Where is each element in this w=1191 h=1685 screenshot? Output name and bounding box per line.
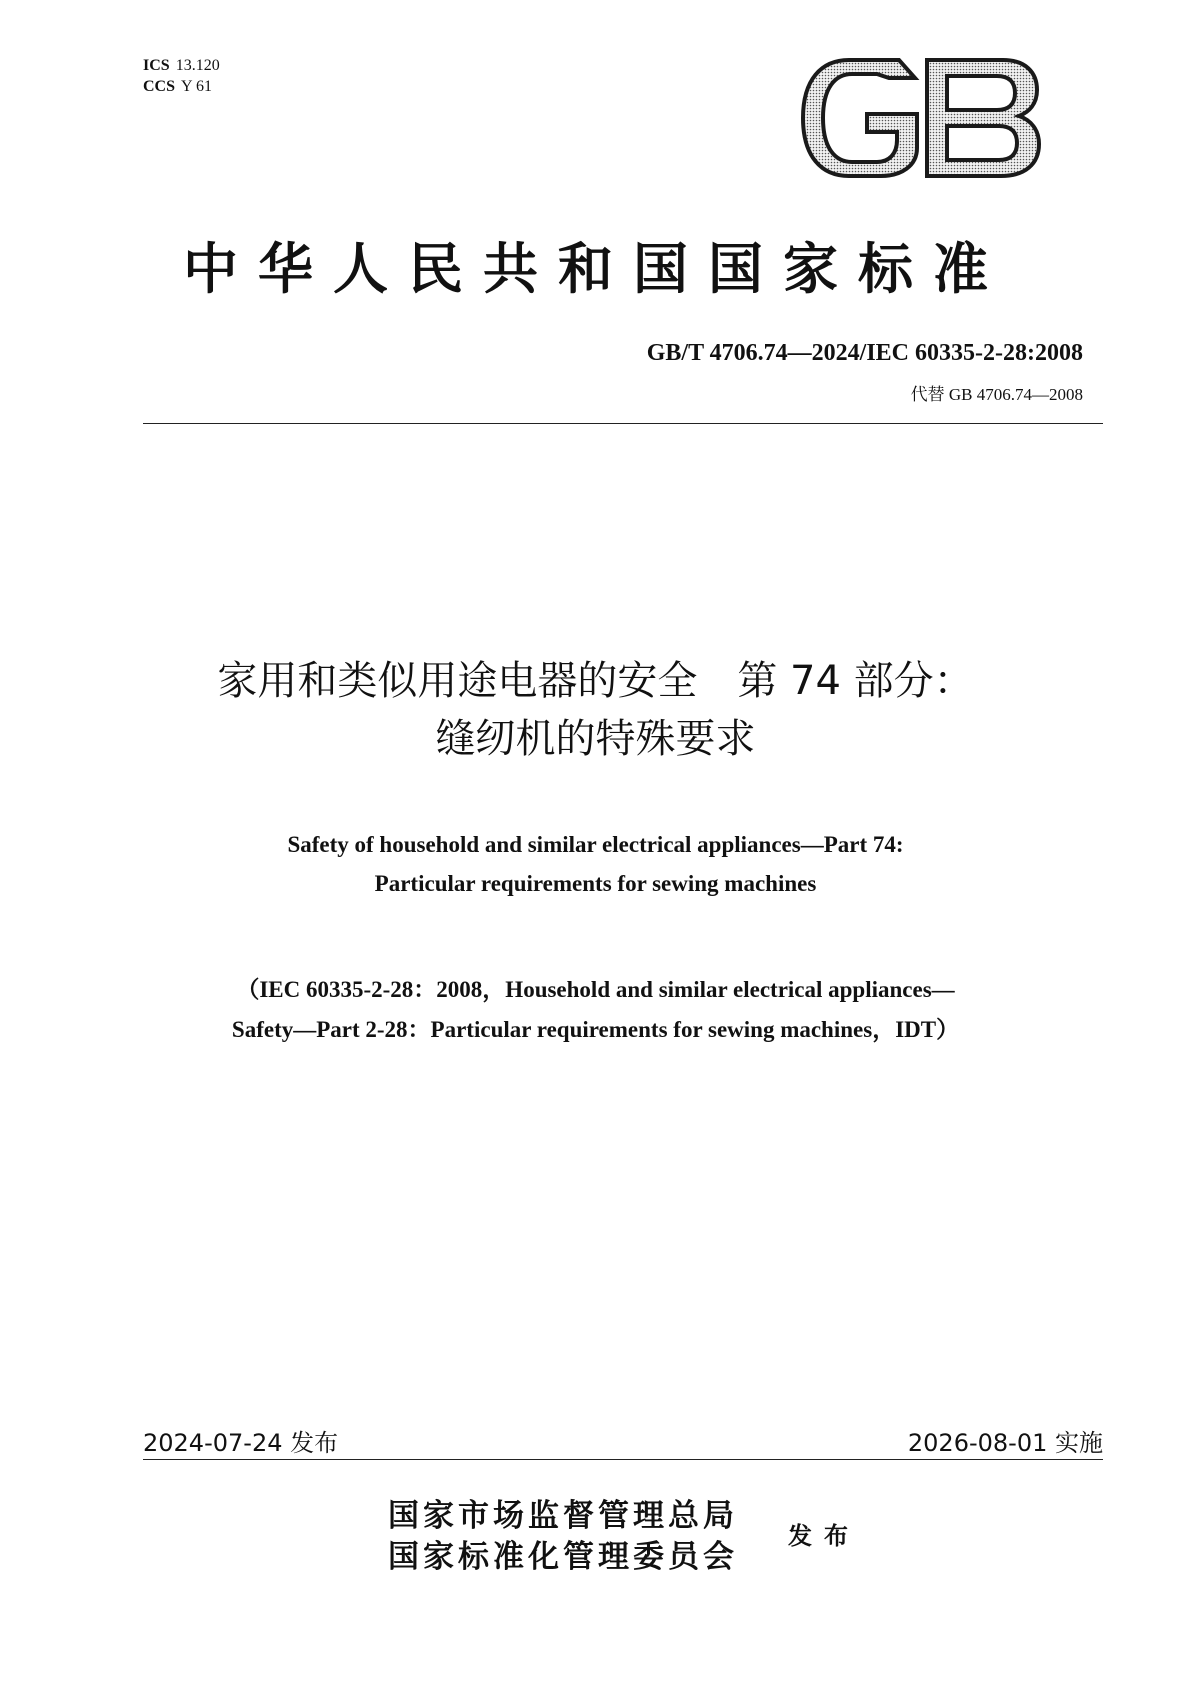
issue-label: 发布 — [788, 1521, 860, 1550]
issuing-authorities — [388, 1496, 738, 1578]
ccs-code — [143, 76, 220, 97]
ccs-label: CCS — [143, 78, 176, 95]
implementation-date: 2026-08-01 实施 — [907, 1429, 1103, 1457]
issuer-sac: 国家标准化管理委员会 — [388, 1539, 738, 1575]
english-title-line-2: Particular requirements for sewing machines — [374, 871, 817, 896]
release-date: 2024-07-24 发布 — [143, 1429, 339, 1457]
gb-logo-icon — [797, 56, 1043, 180]
iec-reference — [0, 970, 1191, 1050]
standard-number: GB/T 4706.74—2024/IEC 60335-2-28:2008 — [646, 340, 1083, 366]
iec-reference-line-2: Safety—Part 2-28：Particular requirements for sewing machines，IDT） — [231, 1017, 960, 1042]
english-title-line-1: Safety of household and similar electrical appliances—Part 74: — [287, 832, 904, 857]
ics-code — [143, 55, 220, 76]
top-divider — [143, 423, 1103, 424]
issuer-samr: 国家市场监督管理总局 — [388, 1498, 738, 1534]
classification-codes — [143, 55, 220, 97]
english-title — [0, 825, 1191, 903]
iec-reference-line-1: （IEC 60335-2-28：2008，Household and similar electrical appliances— — [236, 977, 955, 1002]
replaces-note: 代替 GB 4706.74—2008 — [910, 385, 1083, 404]
bottom-divider — [143, 1459, 1103, 1460]
ics-value: 13.120 — [175, 57, 220, 74]
chinese-title-line-2: 缝纫机的特殊要求 — [435, 716, 756, 762]
national-standard-heading: 中华人民共和国国家标准 — [182, 236, 1008, 301]
chinese-title-line-1: 家用和类似用途电器的安全 第 74 部分： — [217, 658, 974, 704]
chinese-title — [0, 652, 1191, 768]
ics-label: ICS — [143, 57, 170, 74]
ccs-value: Y 61 — [181, 78, 212, 95]
